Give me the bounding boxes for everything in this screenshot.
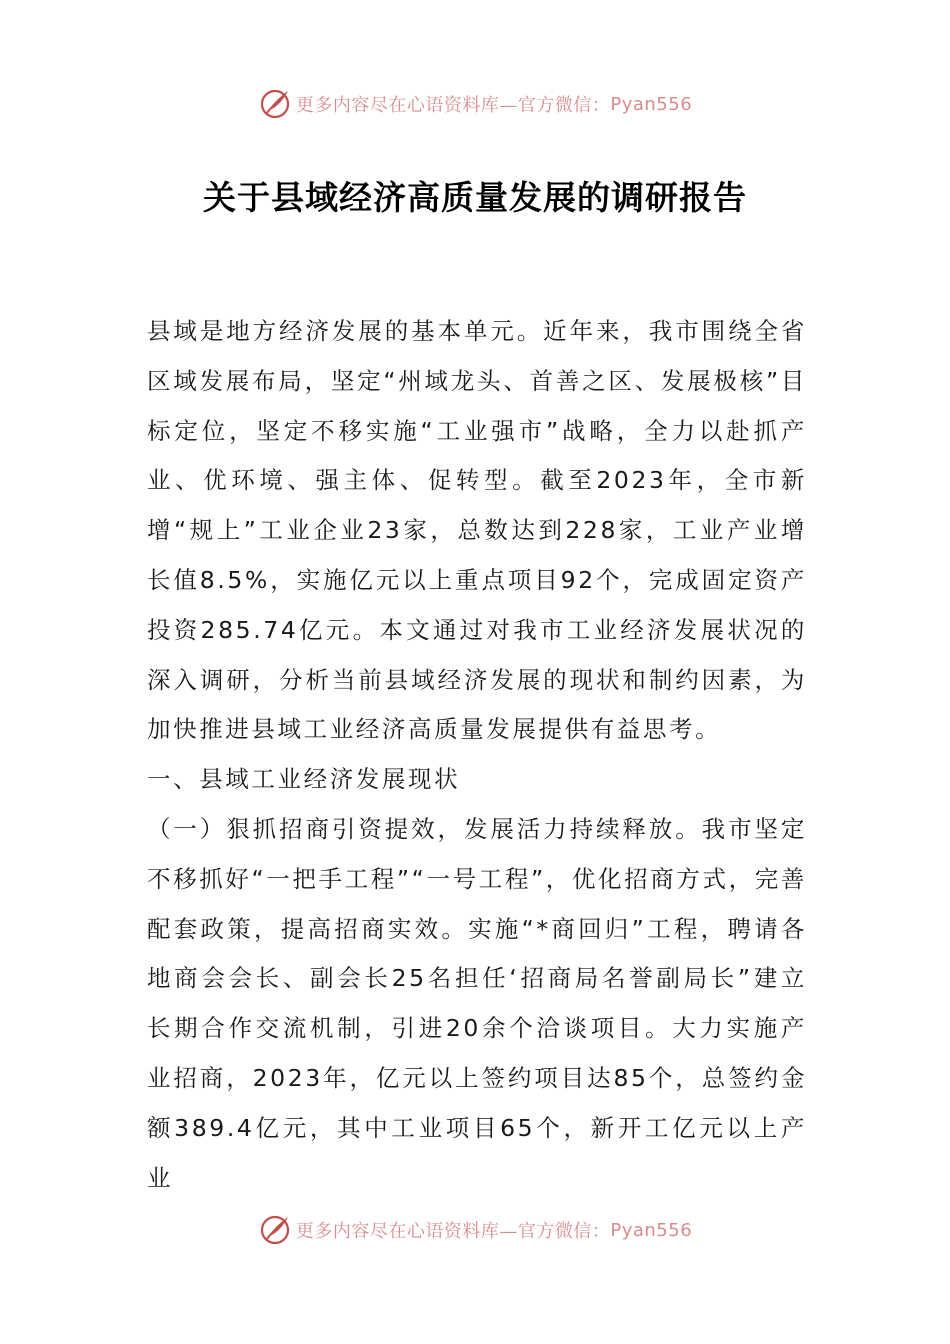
- footer-wechat-id: Pyan556: [610, 1219, 693, 1241]
- header-wechat-id: Pyan556: [610, 93, 693, 115]
- header-banner: [0, 84, 950, 124]
- quill-logo-icon: [258, 1213, 292, 1247]
- section-heading: 一、县域工业经济发展现状: [147, 765, 461, 794]
- footer-banner-text: 更多内容尽在心语资料库—官方微信：: [295, 1221, 611, 1242]
- document-title: 关于县域经济高质量发展的调研报告: [203, 178, 747, 217]
- intro-paragraph: 县域是地方经济发展的基本单元。近年来，我市围绕全省区域发展布局，坚定“州域龙头、首善之区、发展极核”目标定位，坚定不移实施“工业强市”战略，全力以赴抓产业、优环境、强主体、促转型。截至2023年，全市新增“规上”工业企业23家，总数达到228家，工业产业增长值8.5%，实施亿元以上重点项目92个，完成固定资产投资285.74亿元。本文通过对我市工业经济发展状况的深入调研，分析当前县域经济发展的现状和制约因素，为加快推进县域工业经济高质量发展提供有益思考。: [147, 317, 807, 744]
- quill-logo-icon: [258, 87, 292, 121]
- document-body: [147, 307, 807, 1203]
- subsection-paragraph: （一）狠抓招商引资提效，发展活力持续释放。我市坚定不移抓好“一把手工程”“一号工程”，优化招商方式，完善配套政策，提高招商实效。实施“*商回归”工程，聘请各地商会会长、副会长25名担任‘招商局名誉副局长”建立长期合作交流机制，引进20余个洽谈项目。大力实施产业招商，2023年，亿元以上签约项目达85个，总签约金额389.4亿元，其中工业项目65个，新开工亿元以上产业: [147, 814, 807, 1192]
- header-banner-text: 更多内容尽在心语资料库—官方微信：: [295, 95, 611, 116]
- footer-banner: [0, 1210, 950, 1250]
